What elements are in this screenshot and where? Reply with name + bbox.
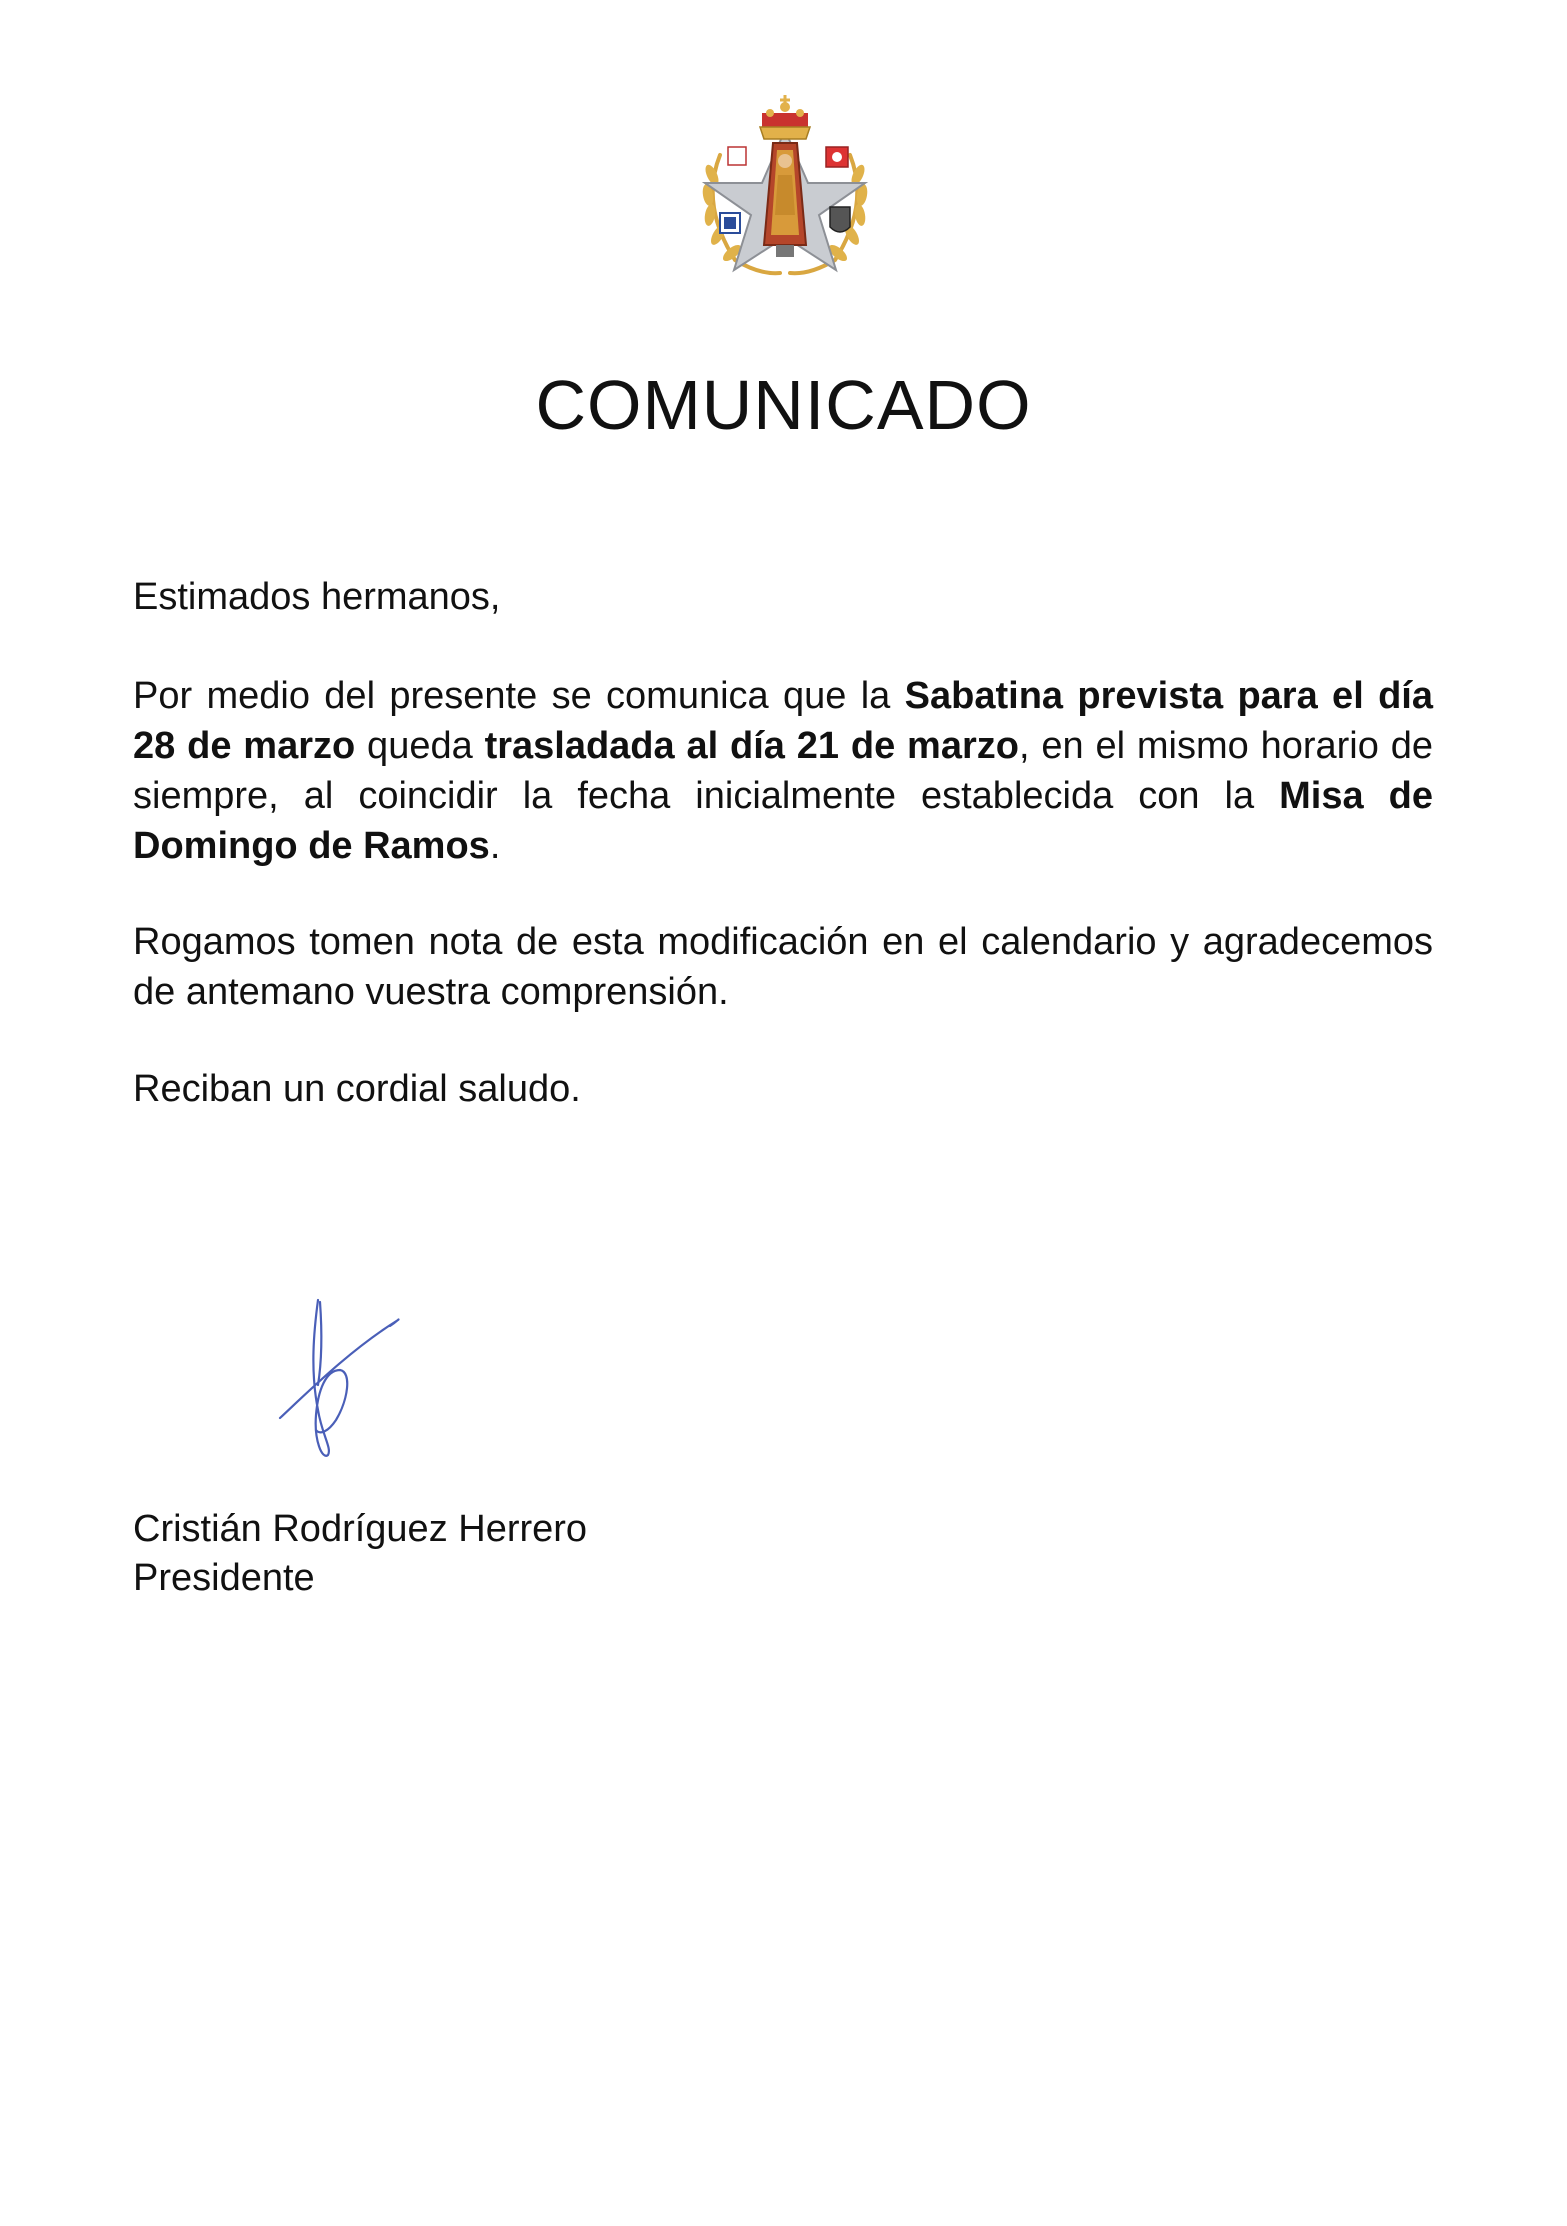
document-title: COMUNICADO: [535, 366, 1032, 444]
paragraph-text: Por medio del presente se comunica que la: [133, 675, 905, 717]
coat-of-arms-icon: [680, 95, 890, 285]
bold-mass-name: Misa de Domingo de Ramos: [133, 775, 1433, 867]
request-paragraph: Rogamos tomen nota de esta modificación en el calendario y agradecemos de antemano vuestra comprensión.: [133, 921, 1433, 1013]
announcement-paragraph: [133, 671, 1433, 871]
signer-name: Cristián Rodríguez Herrero: [133, 1508, 588, 1550]
signer-role: Presidente: [133, 1557, 315, 1599]
bold-event-date: Sabatina prevista para el día 28 de marzo: [133, 675, 1433, 767]
bold-new-date: trasladada al día 21 de marzo: [484, 725, 1019, 767]
greeting: Estimados hermanos,: [133, 576, 501, 618]
closing-line: Reciban un cordial saludo.: [133, 1068, 581, 1110]
paragraph-text: .: [489, 825, 501, 867]
paragraph-text: , en el mismo horario de siempre, al coincidir la fecha inicialmente establecida con la: [133, 725, 1433, 817]
signature-icon: [270, 1290, 420, 1460]
paragraph-text: queda: [355, 725, 485, 767]
